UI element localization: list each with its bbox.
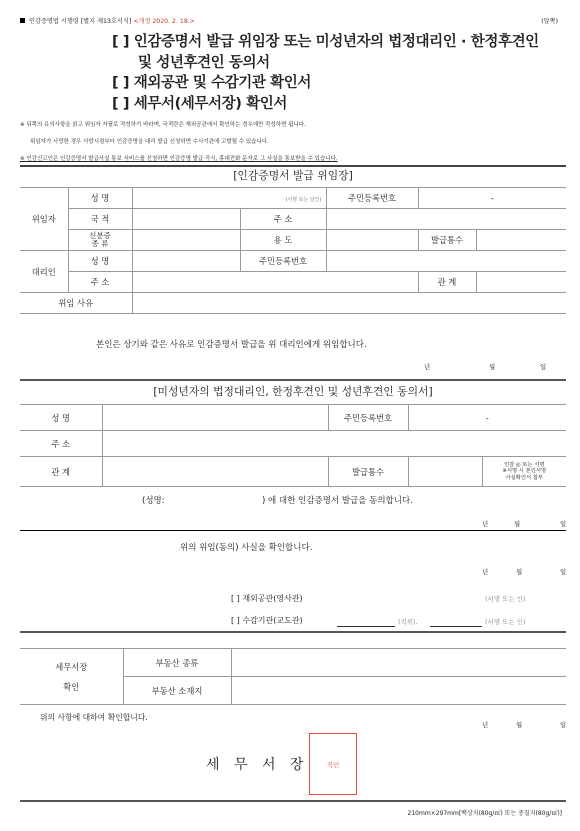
agent-name-field[interactable]	[132, 251, 240, 272]
poa-table	[20, 187, 566, 314]
divider	[20, 800, 566, 802]
date-day: 일	[560, 568, 567, 576]
id-type-field[interactable]	[132, 230, 240, 251]
property-type-field[interactable]	[231, 649, 566, 677]
name-label: 성 명	[68, 188, 132, 209]
square-bullet-icon	[20, 18, 25, 23]
page-side: (앞쪽)	[541, 18, 558, 25]
date-year: 년	[482, 721, 489, 729]
date-year: 년	[482, 520, 489, 528]
property-location-field[interactable]	[231, 677, 566, 705]
date-year: 년	[424, 363, 431, 371]
tax-table	[20, 648, 566, 705]
table-row	[20, 251, 566, 272]
poa-statement: 본인은 상기와 같은 사유로 인감증명서 발급을 위 대리인에게 위임합니다.	[96, 340, 367, 350]
copies-label: 발급통수	[418, 230, 476, 251]
agent-name-label: 성 명	[68, 251, 132, 272]
title-line-1: [ ] 인감증명서 발급 위임장 또는 미성년자의 법정대리인 · 한정후견인	[112, 34, 539, 50]
date-month: 월	[514, 520, 521, 528]
purpose-label: 용 도	[240, 230, 326, 251]
form-id: 인감증명법 시행령 [별지 제13호서식]	[29, 18, 132, 25]
prison-position-hint: (직위),	[398, 618, 418, 626]
tax-office-head: 세 무 서 장	[206, 757, 309, 773]
dash: -	[490, 193, 494, 203]
seal-note[interactable]: 인감 ◎ 또는 서명 ※서명 시 본인서명 사실확인서 첨부	[482, 457, 566, 487]
consent-relation-field[interactable]	[102, 457, 328, 487]
reason-label: 위임 사유	[20, 293, 132, 314]
consent-address-field[interactable]	[102, 431, 566, 457]
tax-statement: 위의 사항에 대하여 확인합니다.	[40, 713, 148, 722]
reason-field[interactable]	[132, 293, 566, 314]
embassy-sign-hint: (서명 또는 인)	[485, 595, 526, 603]
prison-sign-field[interactable]	[430, 626, 482, 627]
consent-relation-label: 관 계	[20, 457, 102, 487]
date-day: 일	[560, 721, 567, 729]
date-month: 월	[516, 568, 523, 576]
tax-date	[0, 720, 580, 730]
note-1: ※ 뒤쪽의 유의사항을 읽고 위임자 자필로 작성하기 바라며, 국적란은 재외공관에서 확인하는 경우에만 작성하면 됩니다.	[20, 122, 306, 128]
paper-spec: 210mm×297mm[백상지(80g/㎡) 또는 중질지(80g/㎡)]	[407, 810, 562, 817]
confirm-date	[0, 567, 580, 577]
agent-address-label: 주 소	[68, 272, 132, 293]
tax-office-label: 세무서장 확인	[20, 649, 123, 705]
sign-hint: (서명 또는 날인)	[285, 197, 322, 203]
date-year: 년	[482, 568, 489, 576]
property-location-label: 부동산 소재지	[123, 677, 231, 705]
resident-no-label: 주민등록번호	[326, 188, 418, 209]
divider	[20, 379, 566, 381]
consent-address-label: 주 소	[20, 431, 102, 457]
grantor-name-field[interactable]	[132, 188, 240, 209]
prison-label: [ ] 수감기관(교도관)	[231, 616, 303, 625]
agent-resident-no-label: 주민등록번호	[240, 251, 326, 272]
consent-copies-field[interactable]	[408, 457, 482, 487]
copies-field[interactable]	[476, 230, 566, 251]
consent-date	[0, 519, 580, 529]
table-row	[20, 209, 566, 230]
document-title	[112, 32, 572, 114]
table-row	[20, 272, 566, 293]
title-line-4: [ ] 세무서(세무서장) 확인서	[112, 95, 287, 112]
grantor-address-field[interactable]	[326, 209, 566, 230]
date-day: 일	[540, 363, 547, 371]
confirm-statement: 위의 위임(동의) 사실을 확인합니다.	[180, 543, 313, 553]
consent-resident-no-field[interactable]	[408, 405, 566, 431]
table-row	[20, 649, 566, 677]
agent-address-field[interactable]	[132, 272, 418, 293]
table-row	[20, 457, 566, 487]
amendment-date: <개정 2020. 2. 18.>	[133, 18, 195, 25]
table-row	[20, 188, 566, 209]
divider	[20, 530, 566, 531]
agent-label: 대리인	[20, 251, 68, 293]
note-2: 위임자가 사망한 경우 사망시점부터 인감증명을 대리 발급 신청하면 수사기관에 고발될 수 있습니다.	[30, 139, 269, 145]
consent-name-label: 성 명	[20, 405, 102, 431]
prison-position-field[interactable]	[337, 626, 395, 627]
consent-name-field[interactable]	[102, 405, 328, 431]
consent-copies-label: 발급통수	[328, 457, 408, 487]
table-row	[20, 230, 566, 251]
prison-sign-hint: (서명 또는 인)	[485, 618, 526, 626]
form-header	[20, 16, 195, 25]
id-type-label: 신분증 종 류	[68, 230, 132, 251]
dash: -	[485, 412, 489, 423]
table-row	[20, 431, 566, 457]
consent-statement-prefix: (성명:	[142, 496, 165, 506]
title-line-3: [ ] 재외공관 및 수감기관 확인서	[112, 75, 311, 91]
table-row	[20, 405, 566, 431]
poa-date	[0, 362, 580, 372]
relation-field[interactable]	[476, 272, 566, 293]
consent-section-title: [미성년자의 법정대리인, 한정후견인 및 성년후견인 동의서]	[153, 385, 433, 398]
grantor-label: 위임자	[20, 188, 68, 251]
date-month: 월	[516, 721, 523, 729]
property-type-label: 부동산 종류	[123, 649, 231, 677]
relation-label: 관 계	[418, 272, 476, 293]
agent-resident-no-field[interactable]	[326, 251, 566, 272]
official-seal-box: 직인	[309, 733, 357, 795]
note-3: ※ 인감신고인은 인감증명서 발급사실 통보 서비스를 신청하면 인감증명 발급 즉시, 휴대전화 문자로 그 사실을 통보받을 수 있습니다.	[20, 156, 338, 162]
consent-resident-no-label: 주민등록번호	[328, 405, 408, 431]
table-row	[20, 293, 566, 314]
title-line-2: 및 성년후견인 동의서	[138, 54, 270, 71]
date-day: 일	[560, 520, 567, 528]
consent-statement-suffix: ) 에 대한 인감증명서 발급을 동의합니다.	[262, 496, 413, 506]
divider	[20, 631, 566, 633]
date-month: 월	[489, 363, 496, 371]
nationality-label: 국 적	[68, 209, 132, 230]
nationality-field[interactable]	[132, 209, 240, 230]
consent-table	[20, 404, 566, 487]
embassy-label: [ ] 재외공관(영사관)	[231, 594, 303, 603]
address-label: 주 소	[240, 209, 326, 230]
grantor-resident-no-field[interactable]	[418, 188, 566, 209]
poa-section-title: [인감증명서 발급 위임장]	[233, 169, 353, 182]
purpose-field[interactable]	[326, 230, 418, 251]
divider	[20, 165, 566, 167]
